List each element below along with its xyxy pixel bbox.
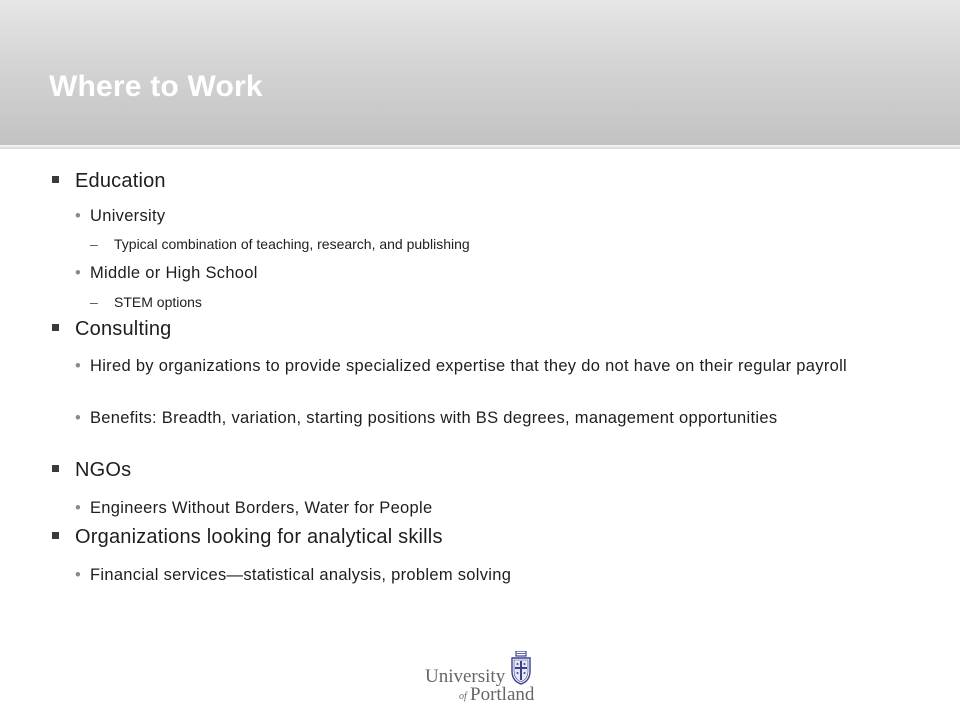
- bullet-label: NGOs: [75, 459, 132, 481]
- square-bullet-icon: [52, 532, 59, 539]
- dot-bullet-icon: •: [75, 566, 82, 584]
- sub-bullet-label: Middle or High School: [90, 264, 258, 282]
- detail-label: Typical combination of teaching, research, and publishing: [114, 236, 470, 252]
- dot-bullet-icon: •: [75, 207, 82, 225]
- dot-bullet-icon: •: [75, 264, 82, 282]
- crest-icon: [511, 651, 531, 685]
- sub-bullet-label: Engineers Without Borders, Water for People: [90, 499, 433, 517]
- dash-bullet-icon: –: [90, 236, 98, 252]
- slide-title: Where to Work: [49, 70, 263, 103]
- dot-bullet-icon: •: [75, 409, 82, 427]
- detail-label: STEM options: [114, 294, 202, 310]
- bullet-label: Education: [75, 170, 166, 192]
- bullet-label: Consulting: [75, 318, 172, 340]
- university-logo: [425, 651, 540, 707]
- sub-bullet-label: University: [90, 207, 166, 225]
- square-bullet-icon: [52, 465, 59, 472]
- sub-bullet-label: Benefits: Breadth, variation, starting positions with BS degrees, management opportunities: [90, 409, 778, 427]
- title-band: [0, 0, 960, 147]
- dot-bullet-icon: •: [75, 357, 82, 375]
- logo-portland-text: Portland: [470, 684, 535, 705]
- bullet-label: Organizations looking for analytical skills: [75, 526, 443, 548]
- square-bullet-icon: [52, 176, 59, 183]
- logo-university-text: University: [425, 666, 506, 687]
- sub-bullet-label: Financial services—statistical analysis, problem solving: [90, 566, 512, 584]
- sub-bullet-label: Hired by organizations to provide specialized expertise that they do not have on their regular payroll: [90, 357, 848, 375]
- dot-bullet-icon: •: [75, 499, 82, 517]
- dash-bullet-icon: –: [90, 294, 98, 310]
- square-bullet-icon: [52, 324, 59, 331]
- logo-of-text: of: [459, 691, 467, 702]
